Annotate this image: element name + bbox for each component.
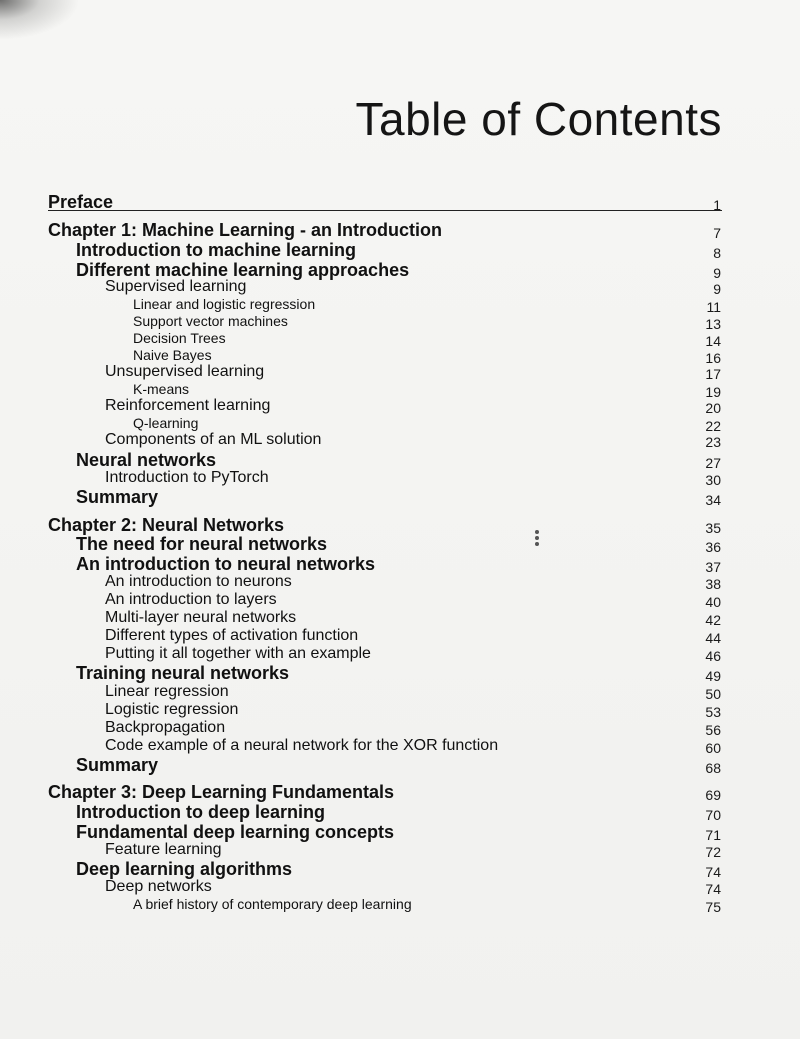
toc-entry [0, 896, 800, 916]
toc-entry [0, 663, 800, 683]
toc-entry-page-number: 30 [705, 472, 721, 488]
toc-entry-title: Q-learning [133, 415, 199, 431]
toc-entry [0, 554, 800, 574]
toc-entry-title: Preface [48, 192, 114, 212]
toc-entry [0, 363, 800, 383]
toc-entry-title: Introduction to deep learning [76, 802, 325, 822]
toc-entry [0, 450, 800, 470]
toc-entry-title: The need for neural networks [76, 534, 328, 554]
toc-entry-title: An introduction to neural networks [76, 554, 376, 574]
toc-entry-page-number: 11 [706, 299, 721, 315]
toc-entry [0, 591, 800, 611]
toc-entry-page-number: 71 [705, 827, 721, 843]
toc-entry-title: Deep learning algorithms [76, 859, 293, 879]
toc-entry [0, 627, 800, 647]
toc-entry-page-number: 9 [713, 265, 721, 281]
toc-entry-title: Code example of a neural network for the XOR function [105, 737, 499, 754]
toc-entry-title: Introduction to machine learning [76, 240, 357, 260]
toc-entry-title: K-means [133, 381, 190, 397]
toc-entry-title: Naive Bayes [133, 347, 212, 363]
toc-entry-page-number: 13 [705, 316, 721, 332]
toc-entry-page-number: 74 [705, 864, 721, 880]
toc-entry-page-number: 14 [705, 333, 721, 349]
toc-entry [0, 701, 800, 721]
toc-entry [0, 278, 800, 298]
toc-entry-page-number: 60 [705, 740, 721, 756]
toc-entry-page-number: 72 [705, 844, 721, 860]
toc-entry-page-number: 70 [705, 807, 721, 823]
toc-entry-page-number: 8 [713, 245, 721, 261]
toc-entry [0, 737, 800, 757]
toc-entry-title: Deep networks [105, 878, 212, 895]
toc-entry-page-number: 16 [705, 350, 721, 366]
toc-entry-title: Summary [76, 755, 159, 775]
toc-entry-page-number: 38 [705, 576, 721, 592]
toc-entry-page-number: 9 [713, 281, 721, 297]
toc-entry-title: Unsupervised learning [105, 363, 265, 380]
toc-entry-page-number: 34 [705, 492, 721, 508]
toc-entry-page-number: 40 [705, 594, 721, 610]
toc-entry-page-number: 56 [705, 722, 721, 738]
toc-entry [0, 719, 800, 739]
toc-entry-title: Different types of activation function [105, 627, 359, 644]
toc-entry [0, 534, 800, 554]
toc-entry-page-number: 69 [705, 787, 721, 803]
toc-entry-title: Fundamental deep learning concepts [76, 822, 395, 842]
toc-entry [0, 755, 800, 775]
toc-entry-title: Summary [76, 487, 159, 507]
toc-entry-page-number: 35 [705, 520, 721, 536]
toc-entry [0, 878, 800, 898]
toc-entry-title: Reinforcement learning [105, 397, 271, 414]
page-title: Table of Contents [355, 93, 722, 145]
toc-entry-page-number: 42 [705, 612, 721, 628]
toc-entry-page-number: 74 [705, 881, 721, 897]
toc-entry [0, 431, 800, 451]
toc-entry [0, 822, 800, 842]
toc-entry-page-number: 50 [705, 686, 721, 702]
toc-entry-page-number: 27 [705, 455, 721, 471]
toc-entry-page-number: 75 [705, 899, 721, 915]
toc-entry-title: Putting it all together with an example [105, 645, 371, 662]
toc-entry [0, 683, 800, 703]
toc-entry-title: Linear regression [105, 683, 229, 700]
toc-entry [0, 397, 800, 417]
toc-entry [0, 487, 800, 507]
toc-entry-page-number: 23 [705, 434, 721, 450]
toc-entry-title: Neural networks [76, 450, 217, 470]
toc-entry-page-number: 1 [713, 197, 721, 213]
toc-entry-title: Linear and logistic regression [133, 296, 316, 312]
toc-entry-page-number: 37 [705, 559, 721, 575]
toc-entry-page-number: 22 [705, 418, 721, 434]
toc-entry-title: A brief history of contemporary deep learning [133, 896, 412, 912]
toc-entry [0, 782, 800, 802]
toc-entry-title: Logistic regression [105, 701, 239, 718]
toc-entry-title: Chapter 2: Neural Networks [48, 515, 285, 535]
toc-entry [0, 841, 800, 861]
toc-entry [0, 802, 800, 822]
toc-entry-page-number: 19 [705, 384, 721, 400]
toc-entry-page-number: 7 [713, 225, 721, 241]
toc-entry-title: Feature learning [105, 841, 222, 858]
toc-entry-page-number: 20 [705, 400, 721, 416]
toc-entry-page-number: 17 [705, 366, 721, 382]
toc-entry [0, 192, 800, 212]
toc-entry [0, 573, 800, 593]
toc-entry-page-number: 44 [705, 630, 721, 646]
toc-entry [0, 220, 800, 240]
toc-entry-title: Components of an ML solution [105, 431, 322, 448]
toc-entry-page-number: 49 [705, 668, 721, 684]
toc-entry-title: Backpropagation [105, 719, 226, 736]
toc-entry-title: Chapter 1: Machine Learning - an Introduction [48, 220, 443, 240]
toc-entry-page-number: 53 [705, 704, 721, 720]
toc-entry-title: Decision Trees [133, 330, 226, 346]
toc-entry-title: Different machine learning approaches [76, 260, 410, 280]
toc-entry [0, 609, 800, 629]
toc-entry [0, 240, 800, 260]
toc-entry-title: An introduction to neurons [105, 573, 292, 590]
toc-entry-title: Introduction to PyTorch [105, 469, 269, 486]
toc-entry-title: An introduction to layers [105, 591, 277, 608]
toc-entry [0, 515, 800, 535]
toc-entry-page-number: 68 [705, 760, 721, 776]
toc-entry [0, 469, 800, 489]
toc-entry [0, 859, 800, 879]
toc-entry [0, 645, 800, 665]
toc-entry-title: Support vector machines [133, 313, 288, 329]
toc-entry-page-number: 36 [705, 539, 721, 555]
toc-entry-page-number: 46 [705, 648, 721, 664]
toc-entry-title: Multi-layer neural networks [105, 609, 297, 626]
toc-entry [0, 260, 800, 280]
toc-entry-title: Chapter 3: Deep Learning Fundamentals [48, 782, 395, 802]
toc-entry-title: Training neural networks [76, 663, 290, 683]
toc-entry-title: Supervised learning [105, 278, 247, 295]
